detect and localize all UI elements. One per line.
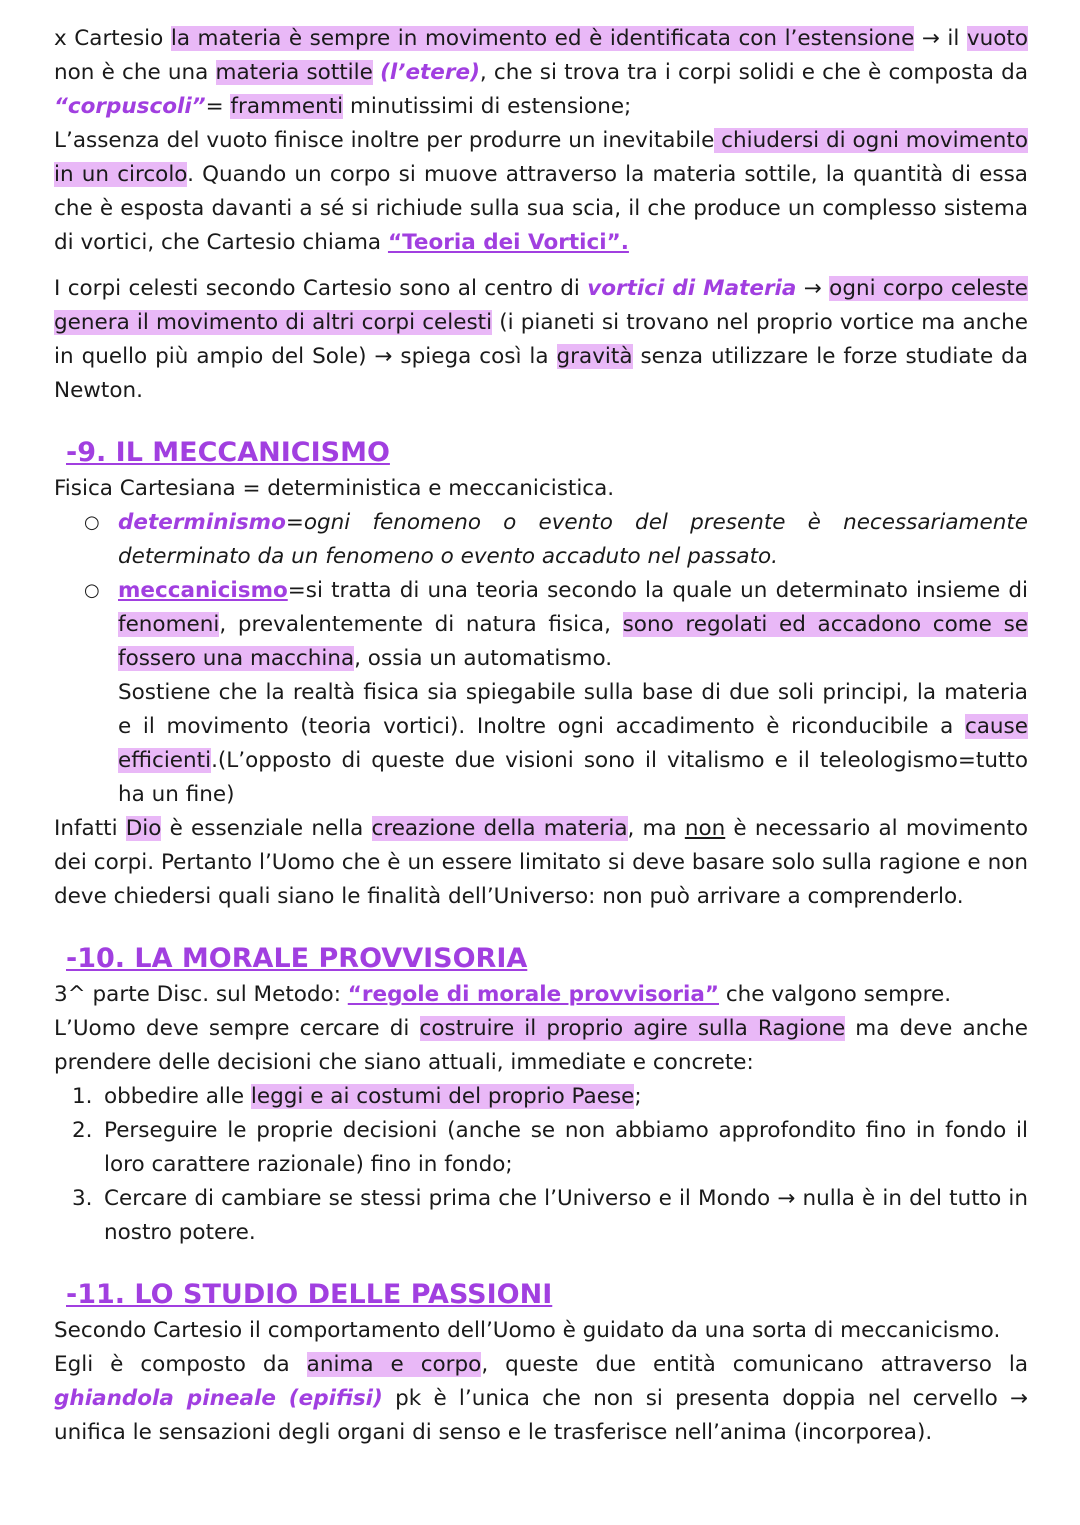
text: Egli è composto da — [54, 1352, 307, 1377]
text: senza utilizzare le forze studiate da Newton. — [54, 344, 1028, 403]
highlight: materia sottile — [215, 60, 373, 85]
notes-page — [54, 22, 1028, 1450]
highlight: ogni corpo celeste genera il movimento di altri corpi celesti — [54, 276, 1029, 335]
text: = — [205, 94, 231, 119]
text: Infatti — [54, 816, 126, 841]
text: minutissimi di estensione; — [343, 94, 632, 119]
intro-paragraph-3 — [54, 272, 1028, 408]
text: L’Uomo deve sempre cercare di — [54, 1016, 420, 1041]
bullet-icon: ○ — [84, 512, 100, 533]
term-teoria-vortici: “Teoria dei Vortici”. — [387, 230, 629, 255]
section-paragraph — [54, 1348, 1028, 1450]
highlight: creazione della materia — [371, 816, 628, 841]
term-meccanicismo: meccanicismo — [118, 578, 288, 603]
list-item-determinismo — [54, 506, 1028, 574]
list-number: 2. — [72, 1118, 93, 1143]
text: Sostiene che la realtà fisica sia spiegabile sulla base di due soli principi, la materia e il movimento (teoria vortici). Inoltre ogni accadimento è riconducibile a — [118, 680, 1028, 739]
text: → — [796, 276, 830, 301]
text: ; — [634, 1084, 642, 1109]
text: I corpi celesti secondo Cartesio sono al centro di — [54, 276, 588, 301]
list-item — [54, 1114, 1028, 1182]
highlight: vuoto — [966, 26, 1028, 51]
text: , ossia un automatismo. — [354, 646, 613, 671]
text: . Quando un corpo si muove attraverso la materia sottile, la quantità di essa che è esposta davanti a sé si richiude sulla sua scia, il che produce un complesso sistema di vortici, che Cartesio chiama — [54, 162, 1028, 255]
intro-paragraph-1 — [54, 22, 1028, 124]
text: (i pianeti si trovano nel proprio vortice ma anche in quello più ampio del Sole) → spiega così la — [54, 310, 1028, 369]
highlight: sono regolati ed accadono come se fossero una macchina — [118, 612, 1028, 671]
text: ma deve anche prendere delle decisioni che siano attuali, immediate e concrete: — [54, 1016, 1028, 1075]
list-number: 1. — [72, 1084, 93, 1109]
section-paragraph — [54, 978, 1028, 1012]
highlight: frammenti — [230, 94, 344, 119]
highlight: chiudersi di ogni movimento in un circolo — [54, 128, 1028, 187]
text: pk è l’unica che non si presenta doppia nel cervello → unifica le sensazioni degli organi di senso e le trasferisce nell’anima (incorporea). — [54, 1386, 1028, 1445]
section-lead: Fisica Cartesiana = deterministica e meccanicistica. — [54, 476, 615, 501]
list-item-meccanicismo — [54, 574, 1028, 812]
highlight: la materia è sempre in movimento ed è identificata con l’estensione — [170, 26, 915, 51]
text: =ogni fenomeno o evento del presente è necessariamente determinato da un fenomeno o evento accaduto nel passato. — [118, 510, 1028, 569]
section-heading-passioni: -11. LO STUDIO DELLE PASSIONI — [66, 1279, 553, 1310]
term-corpuscoli: “corpuscoli” — [54, 94, 206, 119]
text: L’assenza del vuoto finisce inoltre per produrre un inevitabile — [54, 128, 715, 153]
text: .(L’opposto di queste due visioni sono il vitalismo e il teleologismo=tutto ha un fine) — [118, 748, 1028, 807]
term-etere: (l’etere) — [380, 60, 480, 85]
text: 3^ parte Disc. sul Metodo: — [54, 982, 348, 1007]
text — [373, 60, 380, 85]
numbered-list — [54, 1080, 1028, 1250]
list-item — [54, 1182, 1028, 1250]
section-paragraph — [54, 1012, 1028, 1080]
text: è essenziale nella — [161, 816, 372, 841]
list-item — [54, 1080, 1028, 1114]
text: , queste due entità comunicano attraverso la — [481, 1352, 1028, 1377]
highlight: costruire il proprio agire sulla Ragione — [419, 1016, 846, 1041]
highlight: Dio — [125, 816, 162, 841]
text: , che si trova tra i corpi solidi e che è composta da — [479, 60, 1028, 85]
text: Cercare di cambiare se stessi prima che l’Universo e il Mondo → nulla è in del tutto in nostro potere. — [104, 1186, 1028, 1245]
text: =si tratta di una teoria secondo la quale un determinato insieme di — [287, 578, 1028, 603]
highlight: gravità — [556, 344, 633, 369]
list-number: 3. — [72, 1186, 93, 1211]
highlight: leggi e ai costumi del proprio Paese — [250, 1084, 635, 1109]
term-ghiandola-pineale: ghiandola pineale (epifisi) — [54, 1386, 383, 1411]
text: non è che una — [54, 60, 216, 85]
intro-paragraph-2 — [54, 124, 1028, 260]
highlight: fenomeni — [118, 612, 220, 637]
highlight: cause efficienti — [118, 714, 1028, 773]
text: che valgono sempre. — [719, 982, 952, 1007]
term-vortici: vortici di Materia — [587, 276, 797, 301]
text: x Cartesio — [54, 26, 171, 51]
term-regole-morale: “regole di morale provvisoria” — [347, 982, 720, 1007]
highlight: anima e corpo — [306, 1352, 482, 1377]
text: → il — [914, 26, 967, 51]
text: obbedire alle — [104, 1084, 251, 1109]
bullet-list — [54, 506, 1028, 812]
underlined-word: non — [684, 816, 726, 841]
section-heading-meccanicismo: -9. IL MECCANICISMO — [66, 437, 390, 468]
text: , prevalentemente di natura fisica, — [219, 612, 623, 637]
section-closing-paragraph — [54, 812, 1028, 914]
text: Perseguire le proprie decisioni (anche se non abbiamo approfondito fino in fondo il loro carattere razionale) fino in fondo; — [104, 1118, 1028, 1177]
section-paragraph: Secondo Cartesio il comportamento dell’Uomo è guidato da una sorta di meccanicismo. — [54, 1318, 1001, 1343]
bullet-icon: ○ — [84, 580, 100, 601]
term-determinismo: determinismo — [118, 510, 286, 535]
section-heading-morale-provvisoria: -10. LA MORALE PROVVISORIA — [66, 943, 528, 974]
text: è necessario al movimento dei corpi. Pertanto l’Uomo che è un essere limitato si deve basare solo sulla ragione e non deve chiedersi quali siano le finalità dell’Universo: non può arrivare a comprenderlo. — [54, 816, 1028, 909]
text: , ma — [627, 816, 685, 841]
